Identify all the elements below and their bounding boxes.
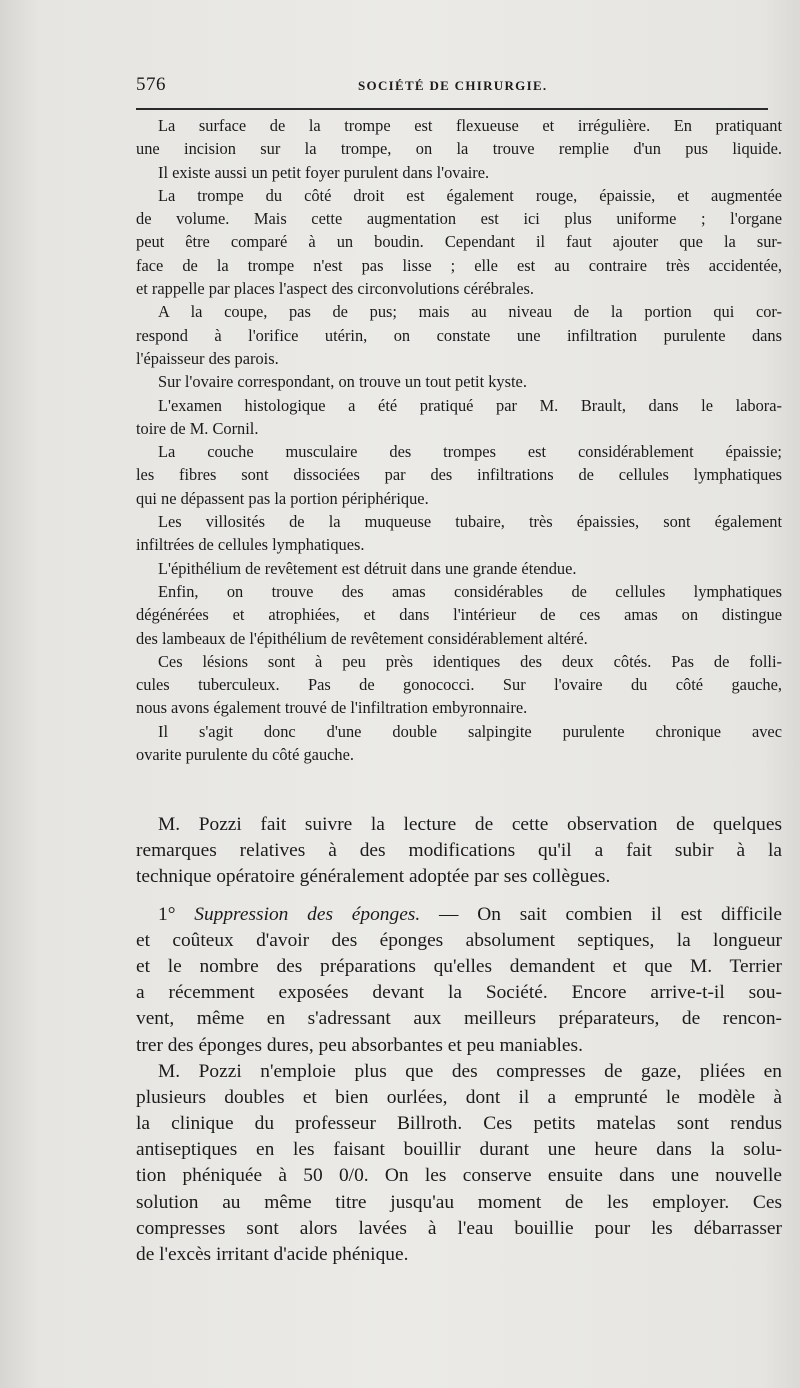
text-line: Il s'agit donc d'une double salpingite purulente chronique avec [158,721,782,741]
text-line: La trompe du côté droit est également rouge, épaissie, et augmentée [158,185,782,205]
text-line: l'épaisseur des parois. [136,348,279,368]
page-number: 576 [136,74,166,95]
text-line: peut être comparé à un boudin. Cependant il faut ajouter que la sur- [136,232,782,252]
text-line: Il existe aussi un petit foyer purulent dans l'ovaire. [158,162,490,182]
text-line: La couche musculaire des trompes est considérablement épaissie; [158,442,782,462]
text-line: respond à l'orifice utérin, on constate une infiltration purulente dans [136,325,782,345]
text-line: de l'excès irritant d'acide phénique. [136,1244,409,1265]
text-line: dégénérées et atrophiées, et dans l'intérieur de ces amas on distingue [136,605,782,625]
text-line: antiseptiques en les faisant bouillir durant une heure dans la solu- [136,1139,782,1161]
text-line: L'examen histologique a été pratiqué par M. Brault, dans le labora- [158,395,782,415]
text-line: plusieurs doubles et bien ourlées, dont il a emprunté le modèle à [136,1086,782,1108]
text-line: et le nombre des préparations qu'elles demandent et que M. Terrier [136,955,782,977]
text-fragment: — On sait combien il est difficile [439,903,782,925]
text-line: vent, même en s'adressant aux meilleurs préparateurs, de rencon- [136,1008,782,1030]
text-line: La surface de la trompe est flexueuse et irrégulière. En pratiquant [158,116,782,135]
text-line: et coûteux d'avoir des éponges absolument septiques, la longueur [136,929,782,951]
text-line: trer des éponges dures, peu absorbantes et peu maniables. [136,1034,583,1056]
text-line: qui ne dépassent pas la portion périphérique. [136,488,429,508]
text-line: les fibres sont dissociées par des infiltrations de cellules lymphatiques [136,465,782,485]
text-line: Sur l'ovaire correspondant, on trouve un tout petit kyste. [158,372,527,392]
text-line: toire de M. Cornil. [136,418,259,438]
text-line: Enfin, on trouve des amas considérables de cellules lymphatiques [158,581,782,601]
header-rule [136,108,768,110]
page-header [136,74,766,102]
text-line: face de la trompe n'est pas lisse ; elle est au contraire très accidentée, [136,255,782,275]
text-line: infiltrées de cellules lymphatiques. [136,535,365,555]
text-line: M. Pozzi n'emploie plus que des compresses de gaze, pliées en [158,1060,782,1082]
text-line: L'épithélium de revêtement est détruit dans une grande étendue. [158,558,577,578]
text-line: nous avons également trouvé de l'infiltration embyronnaire. [136,698,528,718]
text-line: compresses sont alors lavées à l'eau bouillie pour les débarrasser [136,1217,782,1239]
text-line: cules tuberculeux. Pas de gonococci. Sur l'ovaire du côté gauche, [136,675,782,695]
text-line: tion phéniquée à 50 0/0. On les conserve ensuite dans une nouvelle [136,1165,782,1187]
text-line: de volume. Mais cette augmentation est ici plus uniforme ; l'organe [136,209,782,229]
text-line: ovarite purulente du côté gauche. [136,745,354,765]
text-line: et rappelle par places l'aspect des circonvolutions cérébrales. [136,279,534,299]
section-heading-line [136,902,782,928]
text-line: solution au même titre jusqu'au moment de les employer. Ces [136,1191,782,1213]
text-line: Ces lésions sont à peu près identiques des deux côtés. Pas de folli- [158,651,782,671]
observation-text [136,114,782,766]
text-line: a récemment exposées devant la Société. Encore arrive-t-il sou- [136,982,782,1004]
discussion-text [136,812,782,1268]
text-line: Les villosités de la muqueuse tubaire, très épaissies, sont également [158,512,782,532]
running-title: SOCIÉTÉ DE CHIRURGIE. [358,78,548,93]
text-line: M. Pozzi fait suivre la lecture de cette observation de quelques [158,814,782,835]
text-line: technique opératoire généralement adoptée par ses collègues. [136,866,611,888]
text-line: remarques relatives à des modifications qu'il a fait subir à la [136,840,782,862]
text-line: des lambeaux de l'épithélium de revêtement considérablement altéré. [136,628,588,648]
text-line: la clinique du professeur Billroth. Ces petits matelas sont rendus [136,1113,782,1135]
text-line: A la coupe, pas de pus; mais au niveau de la portion qui cor- [158,302,782,322]
section-title: Suppression des éponges. [194,903,421,925]
text-line: une incision sur la trompe, on la trouve remplie d'un pus liquide. [136,139,782,159]
section-number: 1° [158,903,176,925]
